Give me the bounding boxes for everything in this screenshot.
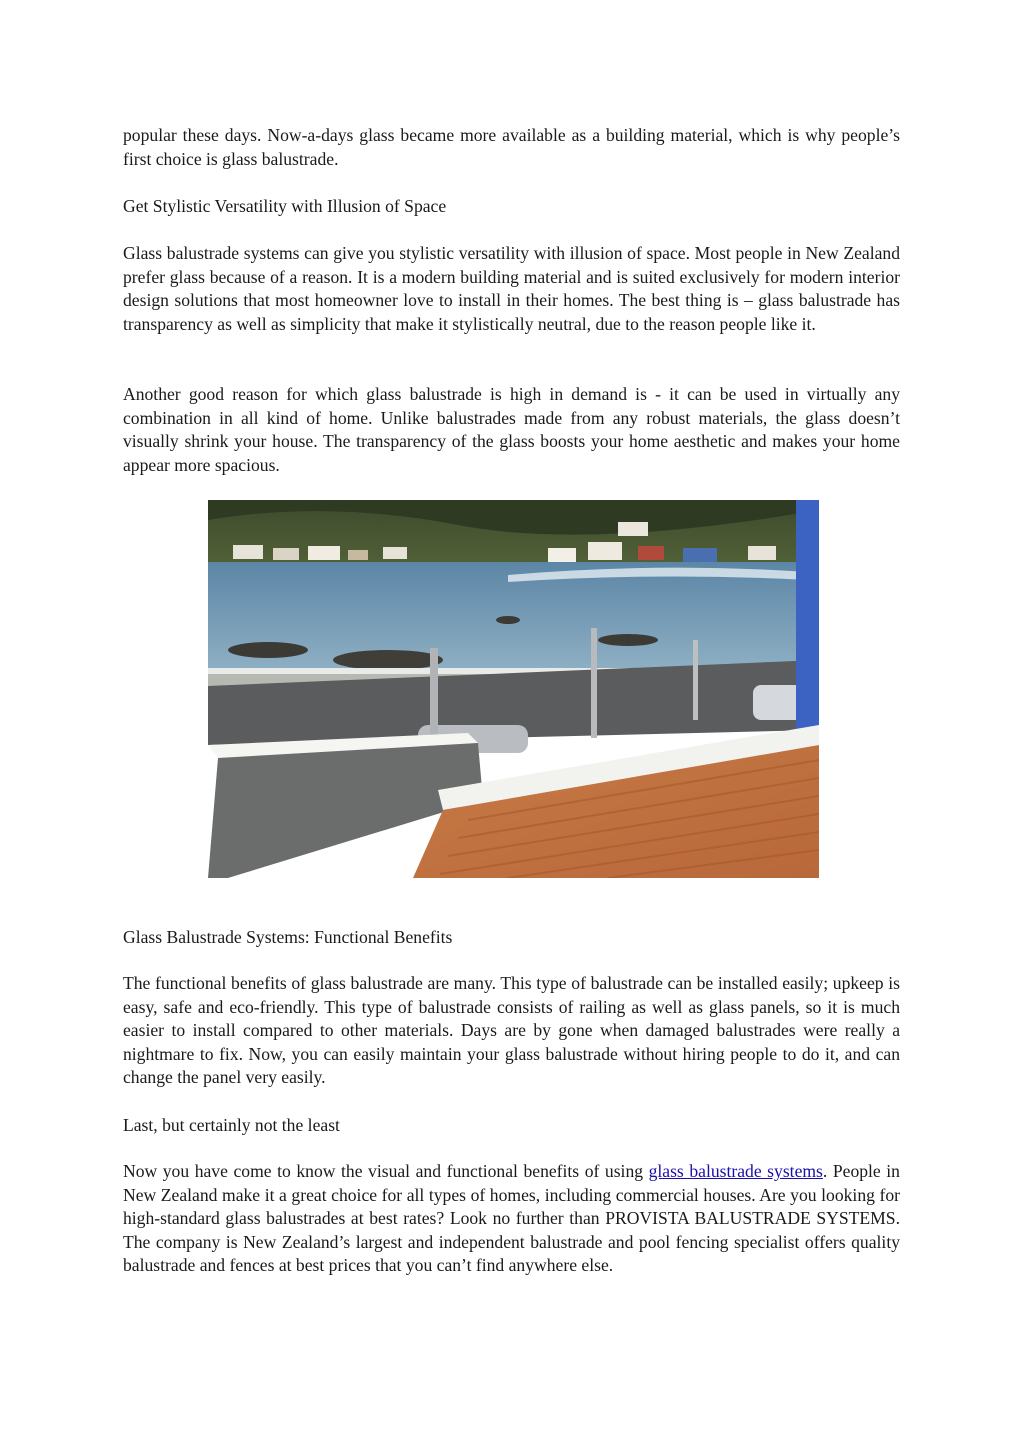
section-heading-functional-benefits: Glass Balustrade Systems: Functional Benefits <box>123 927 453 947</box>
demand-paragraph: Another good reason for which glass balustrade is high in demand is - it can be used in virtually any combination in all kind of home. Unlike balustrades made from any robust materials, the glass doesn’t visually shrink your house. The transparency of the glass boosts your home aesthetic and makes your home appear more spacious. <box>123 384 900 475</box>
functional-paragraph-block <box>123 972 900 1090</box>
section-heading-versatility: Get Stylistic Versatility with Illusion of Space <box>123 196 447 216</box>
functional-heading-block <box>123 926 900 950</box>
closing-text-end: . People in New Zealand make it a great choice for all types of homes, including commercial houses. Are you looking for high-standard glass balustrades at best rates? Look no further than PROVISTA BALUSTRADE SYSTEMS. The company is New Zealand’s largest and independent balustrade and pool fencing specialist offers quality balustrade and fences at best prices that you can’t find anywhere else. <box>123 1161 900 1276</box>
section-heading-block <box>123 195 900 219</box>
functional-paragraph: The functional benefits of glass balustrade are many. This type of balustrade can be installed easily; upkeep is easy, safe and eco-friendly. This type of balustrade consists of railing as well as glass panels, so it is much easier to install compared to other materials. Days are by gone when damaged balustrades were really a nightmare to fix. Now, you can easily maintain your glass balustrade without hiring people to do it, and can change the panel very easily. <box>123 973 900 1088</box>
versatility-paragraph: Glass balustrade systems can give you stylistic versatility with illusion of space. Most people in New Zealand prefer glass because of a reason. It is a modern building material and is suited exclusively for modern interior design solutions that most homeowner love to install in their homes. The best thing is – glass balustrade has transparency as well as simplicity that make it stylistically neutral, due to the reason people like it. <box>123 243 900 334</box>
closing-text-start: Now you have come to know the visual and functional benefits of using <box>123 1161 649 1181</box>
versatility-paragraph-block <box>123 242 900 336</box>
demand-paragraph-block <box>123 383 900 477</box>
last-heading-block <box>123 1114 900 1138</box>
closing-paragraph <box>123 1160 900 1278</box>
intro-paragraph: popular these days. Now-a-days glass became more available as a building material, which is why people’s first choice is glass balustrade. <box>123 125 900 169</box>
glass-balustrade-systems-link[interactable]: glass balustrade systems <box>648 1161 823 1181</box>
intro-paragraph-block <box>123 124 900 171</box>
section-heading-last: Last, but certainly not the least <box>123 1115 340 1135</box>
balcony-glass-balustrade-photo <box>208 500 819 878</box>
closing-paragraph-block <box>123 1160 900 1278</box>
